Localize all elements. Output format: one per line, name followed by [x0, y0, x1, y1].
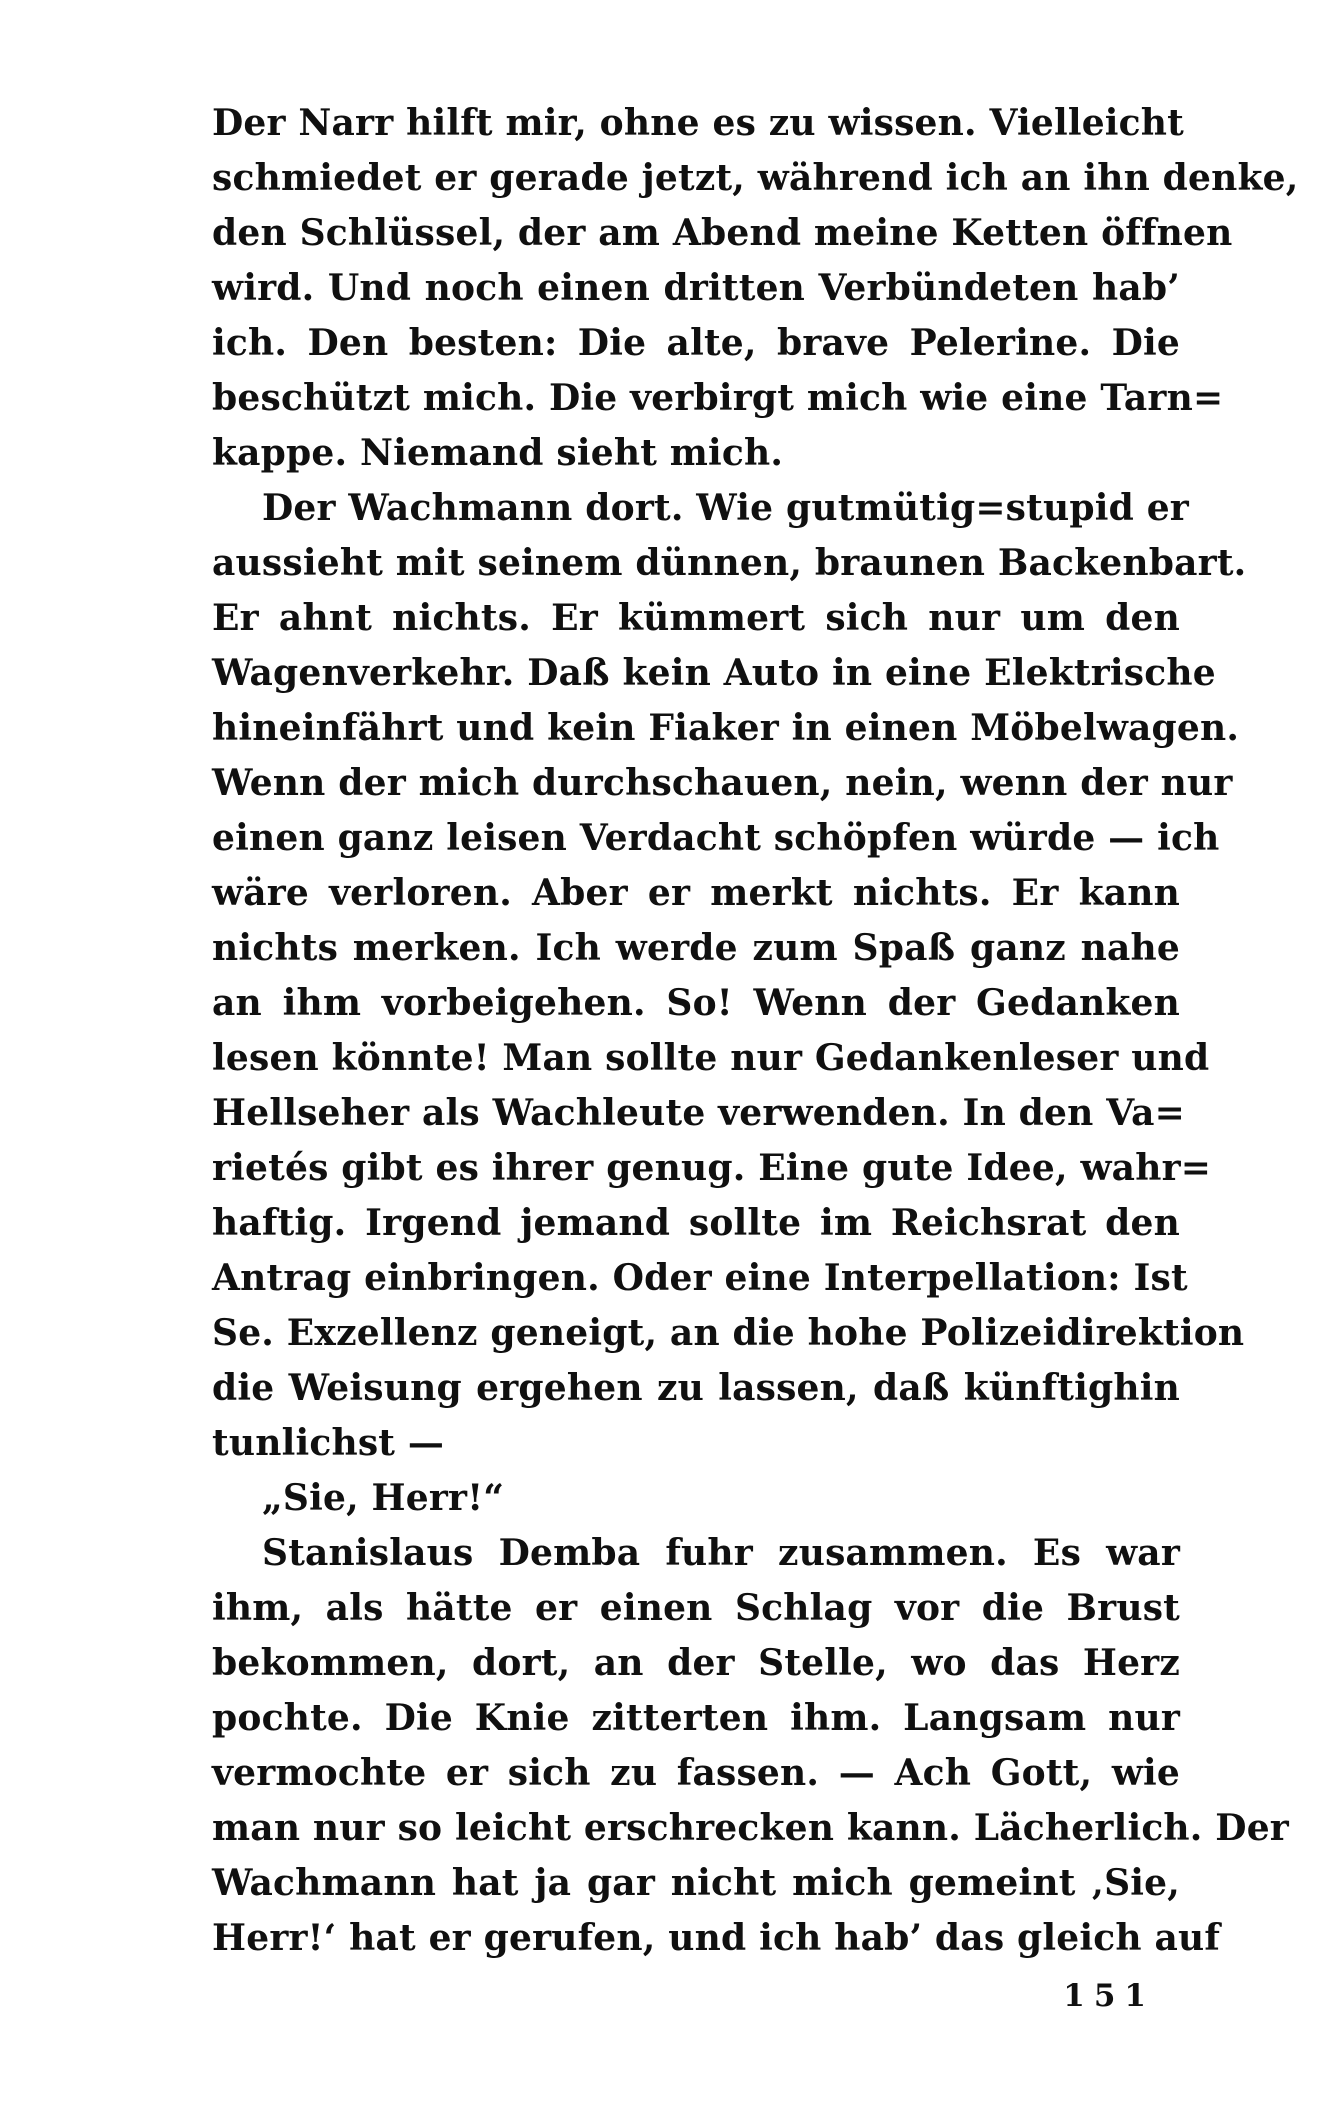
- text-line: Der Wachmann dort. Wie gutmütig=stupid er: [262, 487, 1189, 529]
- text-line: ihm, als hätte er einen Schlag vor die Brust: [212, 1587, 1180, 1629]
- text-line: den Schlüssel, der am Abend meine Ketten öffnen: [212, 212, 1233, 254]
- text-line: wäre verloren. Aber er merkt nichts. Er kann: [212, 872, 1180, 914]
- text-line: Se. Exzellenz geneigt, an die hohe Polizeidirektion: [212, 1312, 1245, 1354]
- text-line: pochte. Die Knie zitterten ihm. Langsam nur: [212, 1697, 1180, 1739]
- page-text: [212, 96, 1299, 1966]
- text-line: wird. Und noch einen dritten Verbündeten hab’: [212, 267, 1180, 309]
- text-line: tunlichst —: [212, 1422, 445, 1464]
- text-line: rietés gibt es ihrer genug. Eine gute Idee, wahr=: [212, 1147, 1212, 1189]
- text-line: die Weisung ergehen zu lassen, daß künftighin: [212, 1367, 1180, 1409]
- text-line: nichts merken. Ich werde zum Spaß ganz nahe: [212, 927, 1180, 969]
- text-line: an ihm vorbeigehen. So! Wenn der Gedanken: [212, 982, 1180, 1024]
- page-number: 151: [1063, 1978, 1155, 2014]
- text-line: vermochte er sich zu fassen. — Ach Gott, wie: [212, 1752, 1180, 1794]
- text-line: Hellseher als Wachleute verwenden. In den Va=: [212, 1092, 1185, 1134]
- text-line: Antrag einbringen. Oder eine Interpellation: Ist: [212, 1257, 1188, 1299]
- text-line: Wagenverkehr. Daß kein Auto in eine Elektrische: [212, 652, 1216, 694]
- text-line: schmiedet er gerade jetzt, während ich an ihn denke,: [212, 157, 1299, 199]
- text-line: bekommen, dort, an der Stelle, wo das Herz: [212, 1642, 1180, 1684]
- text-line: Der Narr hilft mir, ohne es zu wissen. Vielleicht: [212, 102, 1185, 144]
- text-line: Er ahnt nichts. Er kümmert sich nur um den: [212, 597, 1180, 639]
- text-line: Stanislaus Demba fuhr zusammen. Es war: [262, 1532, 1180, 1574]
- text-line: „Sie, Herr!“: [262, 1477, 505, 1519]
- text-line: man nur so leicht erschrecken kann. Lächerlich. Der: [212, 1807, 1289, 1849]
- text-line: beschützt mich. Die verbirgt mich wie eine Tarn=: [212, 377, 1224, 419]
- text-line: ich. Den besten: Die alte, brave Pelerine. Die: [212, 322, 1180, 364]
- text-line: einen ganz leisen Verdacht schöpfen würde — ich: [212, 817, 1220, 859]
- text-line: Wenn der mich durchschauen, nein, wenn der nur: [212, 762, 1233, 804]
- text-line: aussieht mit seinem dünnen, braunen Backenbart.: [212, 542, 1247, 584]
- text-line: Herr!‘ hat er gerufen, und ich hab’ das gleich auf: [212, 1917, 1221, 1959]
- text-line: kappe. Niemand sieht mich.: [212, 432, 784, 474]
- text-line: haftig. Irgend jemand sollte im Reichsrat den: [212, 1202, 1180, 1244]
- text-line: hineinfährt und kein Fiaker in einen Möbelwagen.: [212, 707, 1240, 749]
- text-line: Wachmann hat ja gar nicht mich gemeint ‚Sie,: [212, 1862, 1180, 1904]
- text-line: lesen könnte! Man sollte nur Gedankenleser und: [212, 1037, 1210, 1079]
